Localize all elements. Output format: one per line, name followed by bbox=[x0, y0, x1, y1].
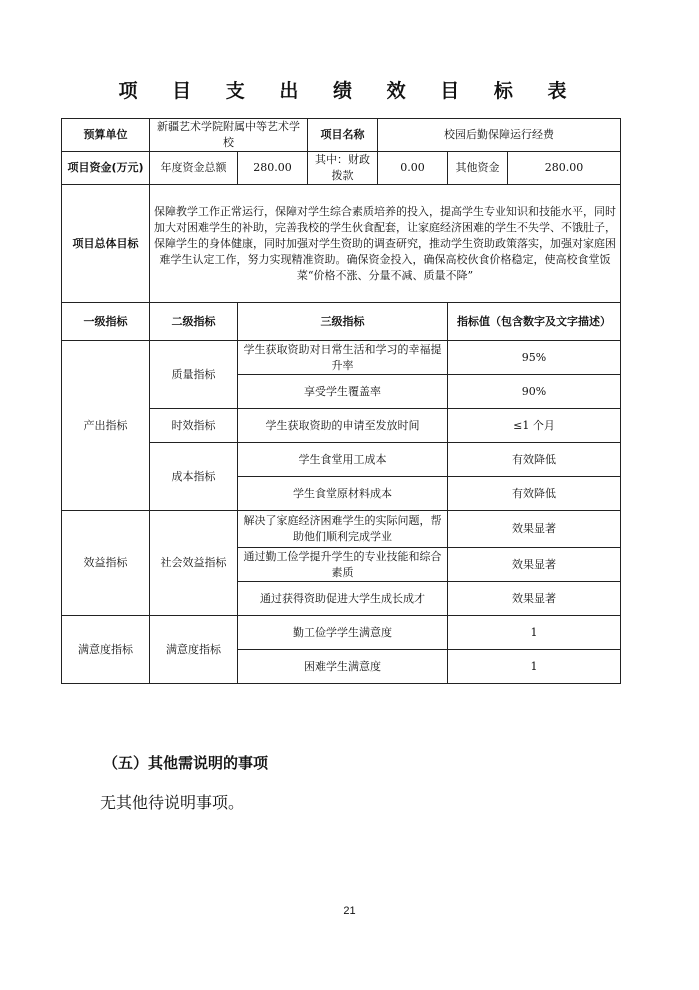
group-timeliness: 时效指标 bbox=[150, 409, 238, 443]
indicator-name: 勤工俭学学生满意度 bbox=[238, 616, 448, 650]
indicator-value: 1 bbox=[448, 616, 621, 650]
performance-target-table bbox=[61, 118, 621, 684]
group-social-benefit: 社会效益指标 bbox=[150, 511, 238, 616]
indicator-value: 90% bbox=[448, 375, 621, 409]
column-level2: 二级指标 bbox=[150, 303, 238, 341]
other-funds-value: 280.00 bbox=[508, 152, 621, 185]
total-funds-value: 280.00 bbox=[238, 152, 308, 185]
indicator-value: 效果显著 bbox=[448, 548, 621, 582]
indicator-name: 学生食堂用工成本 bbox=[238, 443, 448, 477]
indicator-name: 解决了家庭经济困难学生的实际问题，帮助他们顺利完成学业 bbox=[238, 511, 448, 548]
column-value: 指标值（包含数字及文字描述） bbox=[448, 303, 621, 341]
budget-unit-value: 新疆艺术学院附属中等艺术学校 bbox=[150, 119, 308, 152]
group-satisfaction: 满意度指标 bbox=[62, 616, 150, 684]
total-funds-label: 年度资金总额 bbox=[150, 152, 238, 185]
overall-goal-label: 项目总体目标 bbox=[62, 185, 150, 303]
indicator-name: 学生食堂原材料成本 bbox=[238, 477, 448, 511]
page-number: 21 bbox=[343, 905, 356, 917]
column-level1: 一级指标 bbox=[62, 303, 150, 341]
indicator-name: 困难学生满意度 bbox=[238, 650, 448, 684]
section-heading: （五）其他需说明的事项 bbox=[103, 754, 269, 772]
other-funds-label: 其他资金 bbox=[448, 152, 508, 185]
fiscal-funds-value: 0.00 bbox=[378, 152, 448, 185]
indicator-value: 有效降低 bbox=[448, 477, 621, 511]
indicator-value: ≤1 个月 bbox=[448, 409, 621, 443]
funds-label: 项目资金(万元) bbox=[62, 152, 150, 185]
project-name-value: 校园后勤保障运行经费 bbox=[378, 119, 621, 152]
fiscal-funds-label: 其中：财政拨款 bbox=[308, 152, 378, 185]
group-output: 产出指标 bbox=[62, 341, 150, 511]
column-level3: 三级指标 bbox=[238, 303, 448, 341]
group-cost: 成本指标 bbox=[150, 443, 238, 511]
group-satisfaction-sub: 满意度指标 bbox=[150, 616, 238, 684]
indicator-value: 95% bbox=[448, 341, 621, 375]
indicator-name: 享受学生覆盖率 bbox=[238, 375, 448, 409]
budget-unit-label: 预算单位 bbox=[62, 119, 150, 152]
indicator-name: 通过获得资助促进大学生成长成才 bbox=[238, 582, 448, 616]
group-benefit: 效益指标 bbox=[62, 511, 150, 616]
indicator-value: 1 bbox=[448, 650, 621, 684]
indicator-value: 效果显著 bbox=[448, 582, 621, 616]
group-quality: 质量指标 bbox=[150, 341, 238, 409]
indicator-name: 学生获取资助的申请至发放时间 bbox=[238, 409, 448, 443]
indicator-name: 通过勤工俭学提升学生的专业技能和综合素质 bbox=[238, 548, 448, 582]
indicator-value: 效果显著 bbox=[448, 511, 621, 548]
page-title: 项 目 支 出 绩 效 目 标 表 bbox=[118, 80, 581, 102]
overall-goal-text: 保障教学工作正常运行，保障对学生综合素质培养的投入，提高学生专业知识和技能水平，同时加大对困难学生的补助，完善我校的学生伙食配套，让家庭经济困难的学生不失学、不饿肚子，保障学生的身体健康，同时加强对学生资助的调查研究，推动学生资助政策落实，加强对家庭困难学生认定工作，努力实现精准资助。确保资金投入，确保高校伙食价格稳定，使高校食堂饭菜“价格不涨、分量不减、质量不降” bbox=[150, 185, 621, 303]
indicator-value: 有效降低 bbox=[448, 443, 621, 477]
indicator-name: 学生获取资助对日常生活和学习的幸福提升率 bbox=[238, 341, 448, 375]
project-name-label: 项目名称 bbox=[308, 119, 378, 152]
section-text: 无其他待说明事项。 bbox=[100, 793, 245, 812]
